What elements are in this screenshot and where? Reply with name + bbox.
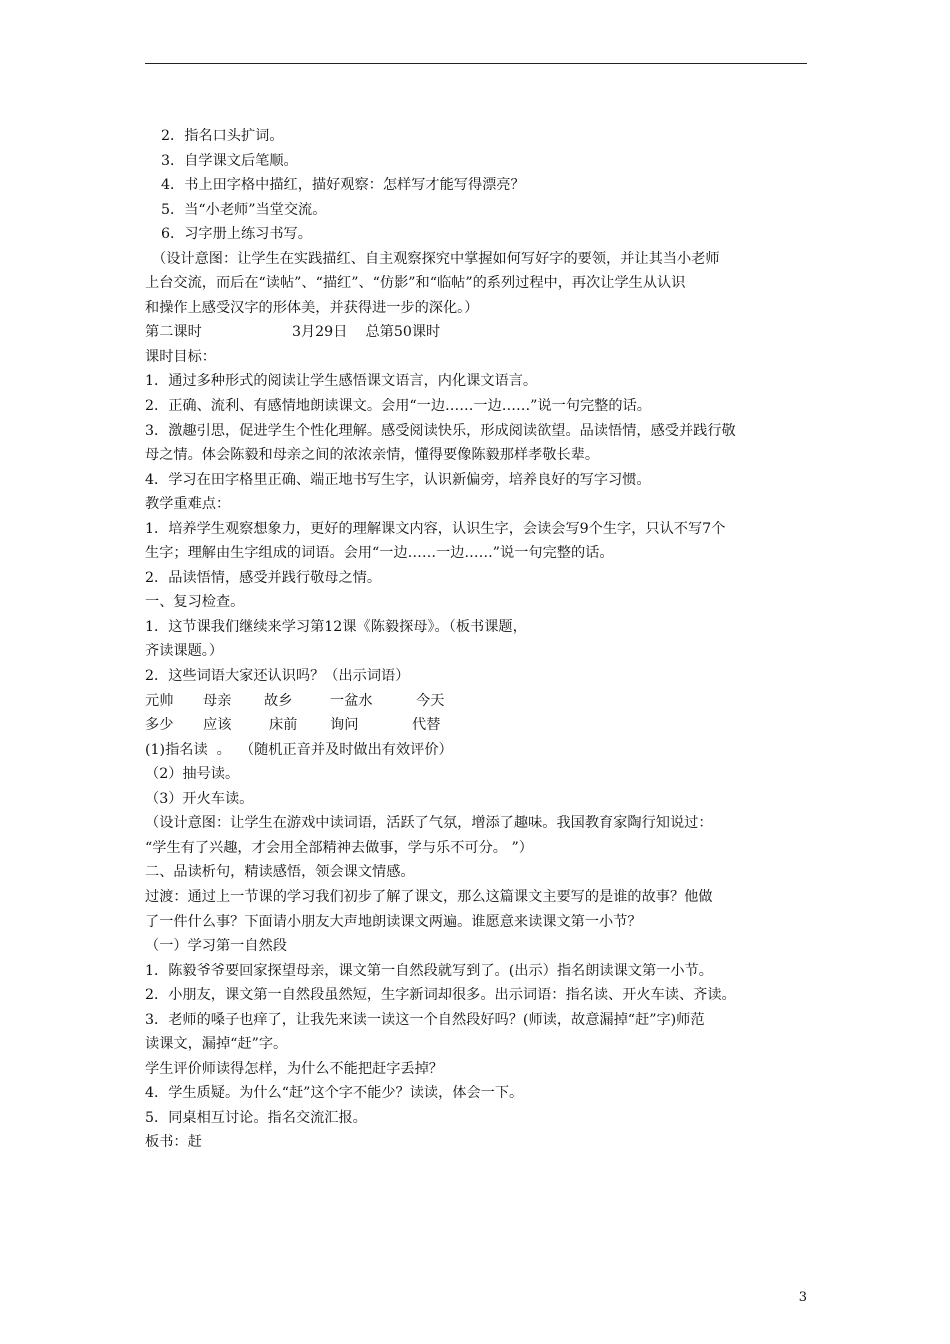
section-heading: 一、复习检查。	[145, 594, 245, 611]
text-line: 了一件什么事？下面请小朋友大声地朗读课文两遍。谁愿意来读课文第一小节？	[145, 913, 642, 930]
text-line: 学生评价师读得怎样，为什么不能把赶字丢掉？	[145, 1060, 443, 1077]
text-line: 2．小朋友，课文第一自然段虽然短，生字新词却很多。出示词语：指名读、开火车读、齐读。	[145, 987, 736, 1004]
text-line: 板书：赶	[145, 1134, 202, 1151]
lesson-heading: 第二课时 3月29日 总第50课时	[145, 324, 441, 341]
text-line: （设计意图：让学生在实践描红、自主观察探究中掌握如何写好字的要领，并让其当小老师	[152, 250, 720, 267]
word-item: 一盆水	[330, 692, 373, 709]
text-line: 4．书上田字格中描红，描好观察：怎样写才能写得漂亮？	[161, 177, 525, 194]
text-line: 2．这些词语大家还认识吗？（出示词语）	[145, 668, 410, 685]
text-line: 齐读课题。）	[145, 643, 224, 660]
text-line: （2）抽号读。	[145, 766, 240, 783]
header-rule	[145, 63, 807, 64]
word-item: 应该	[203, 717, 232, 734]
text-line: (1)指名读 。 （随机正音并及时做出有效评价）	[145, 741, 453, 758]
text-line: 上台交流，而后在“读帖”、“描红”、“仿影”和“临帖”的系列过程中，再次让学生从认识	[145, 275, 686, 292]
text-line: 1．通过多种形式的阅读让学生感悟课文语言，内化课文语言。	[145, 373, 538, 390]
text-line: 2．指名口头扩词。	[161, 128, 284, 144]
word-list-row	[145, 689, 809, 714]
text-line: 2．品读悟情，感受并践行敬母之情。	[145, 569, 382, 586]
section-heading: 课时目标：	[145, 348, 216, 365]
text-line: 1．这节课我们继续来学习第12课《陈毅探母》。（板书课题，	[145, 618, 527, 635]
text-line: 1．培养学生观察想象力，更好的理解课文内容，认识生字，会读会写9个生字，只认不写7个	[145, 520, 726, 537]
word-item: 元帅	[145, 692, 174, 709]
text-line: 5．同桌相互讨论。指名交流汇报。	[145, 1109, 367, 1126]
text-line: 5．当“小老师”当堂交流。	[161, 201, 327, 218]
text-line: 3．老师的嗓子也痒了，让我先来读一读这一个自然段好吗？(师读，故意漏掉“赶”字)师范	[145, 1011, 705, 1028]
document-body	[145, 124, 809, 1155]
word-item: 今天	[416, 692, 445, 709]
text-line: 4．学习在田字格里正确、端正地书写生字，认识新偏旁，培养良好的写字习惯。	[145, 471, 651, 488]
text-line: 2．正确、流利、有感情地朗读课文。会用“一边……一边……”说一句完整的话。	[145, 398, 651, 415]
text-line: 母之情。体会陈毅和母亲之间的浓浓亲情，懂得要像陈毅那样孝敬长辈。	[145, 447, 600, 464]
text-line: （3）开火车读。	[145, 790, 254, 807]
word-item: 多少	[145, 717, 174, 734]
text-line: 和操作上感受汉字的形体美，并获得进一步的深化。）	[145, 299, 479, 316]
word-item: 故乡	[264, 692, 293, 709]
text-line: 3．激趣引思，促进学生个性化理解。感受阅读快乐，形成阅读欲望。品读悟情，感受并践行敬	[145, 422, 736, 439]
section-heading: 二、品读析句，精读感悟，领会课文情感。	[145, 864, 415, 881]
text-line: 读课文，漏掉“赶”字。	[145, 1036, 288, 1053]
text-line: 3．自学课文后笔顺。	[161, 152, 298, 169]
text-line: “学生有了兴趣，才会用全部精神去做事，学与乐不可分。 ”）	[145, 839, 533, 856]
word-list-row	[145, 713, 809, 738]
text-line: （设计意图：让学生在游戏中读词语，活跃了气氛，增添了趣味。我国教育家陶行知说过：	[145, 815, 713, 832]
word-item: 床前	[269, 717, 298, 734]
text-line: 生字；理解由生字组成的词语。会用“一边……一边……”说一句完整的话。	[145, 545, 614, 562]
text-line: 4．学生质疑。为什么“赶”这个字不能少？读读，体会一下。	[145, 1085, 524, 1102]
text-line: 6．习字册上练习书写。	[161, 226, 312, 243]
section-heading: 教学重难点：	[145, 496, 231, 513]
section-heading: （一）学习第一自然段	[145, 938, 287, 955]
word-item: 询问	[330, 717, 359, 734]
word-item: 代替	[412, 717, 441, 734]
page-number: 3	[798, 1290, 807, 1305]
word-item: 母亲	[203, 692, 232, 709]
text-line: 1．陈毅爷爷要回家探望母亲，课文第一自然段就写到了。(出示）指名朗读课文第一小节。	[145, 962, 713, 979]
text-line: 过渡：通过上一节课的学习我们初步了解了课文，那么这篇课文主要写的是谁的故事？他做	[145, 888, 713, 905]
